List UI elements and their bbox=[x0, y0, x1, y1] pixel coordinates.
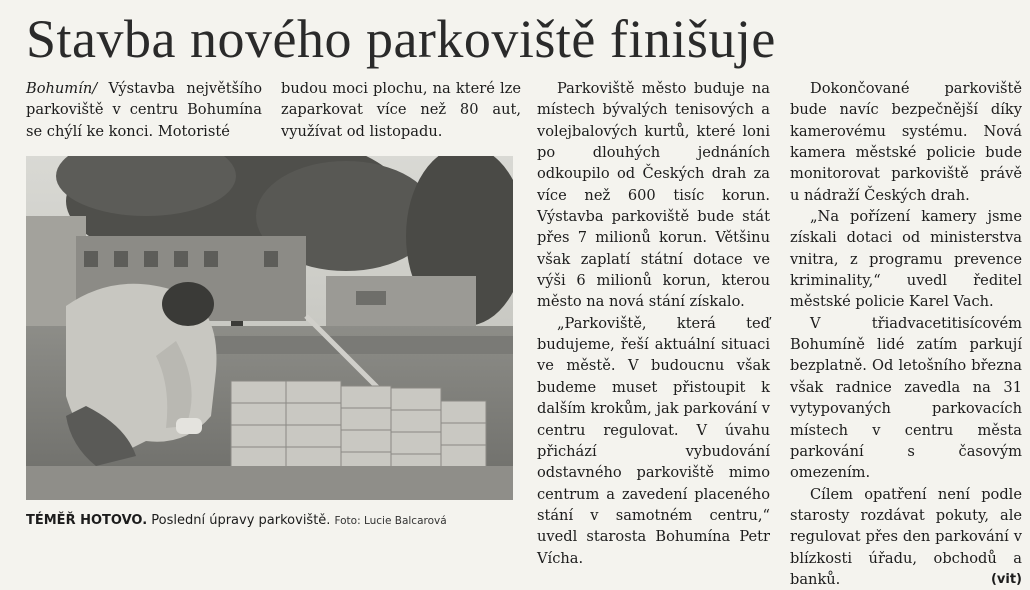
photo-construction-worker bbox=[26, 156, 513, 500]
article-column-1 bbox=[26, 78, 262, 142]
paragraph bbox=[790, 484, 1022, 590]
lead-text-continued: budou moci plochu, na které lze zaparkovat více než 80 aut, využívat od listopadu. bbox=[281, 80, 521, 140]
paragraph: „Parkoviště, která teď budujeme, řeší aktuální situaci ve městě. V budoucnu však budeme muset přistoupit k dalším krokům, jak parkování v centru regulovat. V úvahu přichází vybudování odstavného parkoviště mimo centrum a zavedení placeného stání v samotném centru,“ uvedl starosta Bohumína Petr Vícha. bbox=[537, 314, 770, 567]
article-photo bbox=[26, 156, 513, 500]
author-signoff: (vit) bbox=[990, 571, 1022, 587]
paragraph-text: Cílem opatření není podle starosty rozdávat pokuty, ale regulovat přes den parkování v blízkosti úřadu, obchodů a banků. bbox=[790, 485, 1022, 588]
paragraph: „Na pořízení kamery jsme získali dotaci od ministerstva vnitra, z programu prevence kriminality,“ uvedl ředitel městské policie Karel Vach. bbox=[790, 208, 1022, 311]
caption-lead: TÉMĚŘ HOTOVO. bbox=[26, 513, 148, 528]
photo-caption bbox=[26, 511, 521, 531]
caption-text: Poslední úpravy parkoviště. bbox=[147, 513, 331, 528]
article-column-3 bbox=[537, 78, 770, 569]
article-headline: Stavba nového parkoviště finišuje bbox=[26, 9, 776, 69]
lead-text: Výstavba největšího parkoviště v centru Bohumína se chýlí ke konci. Motoristé bbox=[26, 80, 262, 140]
paragraph: Parkoviště město buduje na místech bývalých tenisových a volejbalových kurtů, které loni po dlouhých jednáních odkoupilo od Českých drah za více než 600 tisíc korun. Výstavba parkoviště bude stát přes 7 milionů korun. Většinu však zaplatí státní dotace ve výši 6 milionů korun, kterou město na nová stání získalo. bbox=[537, 80, 770, 311]
article-column-4 bbox=[790, 78, 1022, 590]
paragraph: V třiadvacetitisícovém Bohumíně lidé zatím parkují bezplatně. Od letošního března však radnice zavedla na 31 vytypovaných parkovacích místech v centru města parkování s časovým omezením. bbox=[790, 314, 1022, 482]
article-column-2 bbox=[281, 78, 521, 142]
paragraph: Dokončované parkoviště bude navíc bezpečnější díky kamerovému systému. Nová kamera městské policie bude monitorovat parkoviště právě u nádraží Českých drah. bbox=[790, 80, 1022, 204]
photo-credit: Foto: Lucie Balcarová bbox=[334, 515, 447, 527]
dateline: Bohumín/ bbox=[26, 80, 98, 97]
